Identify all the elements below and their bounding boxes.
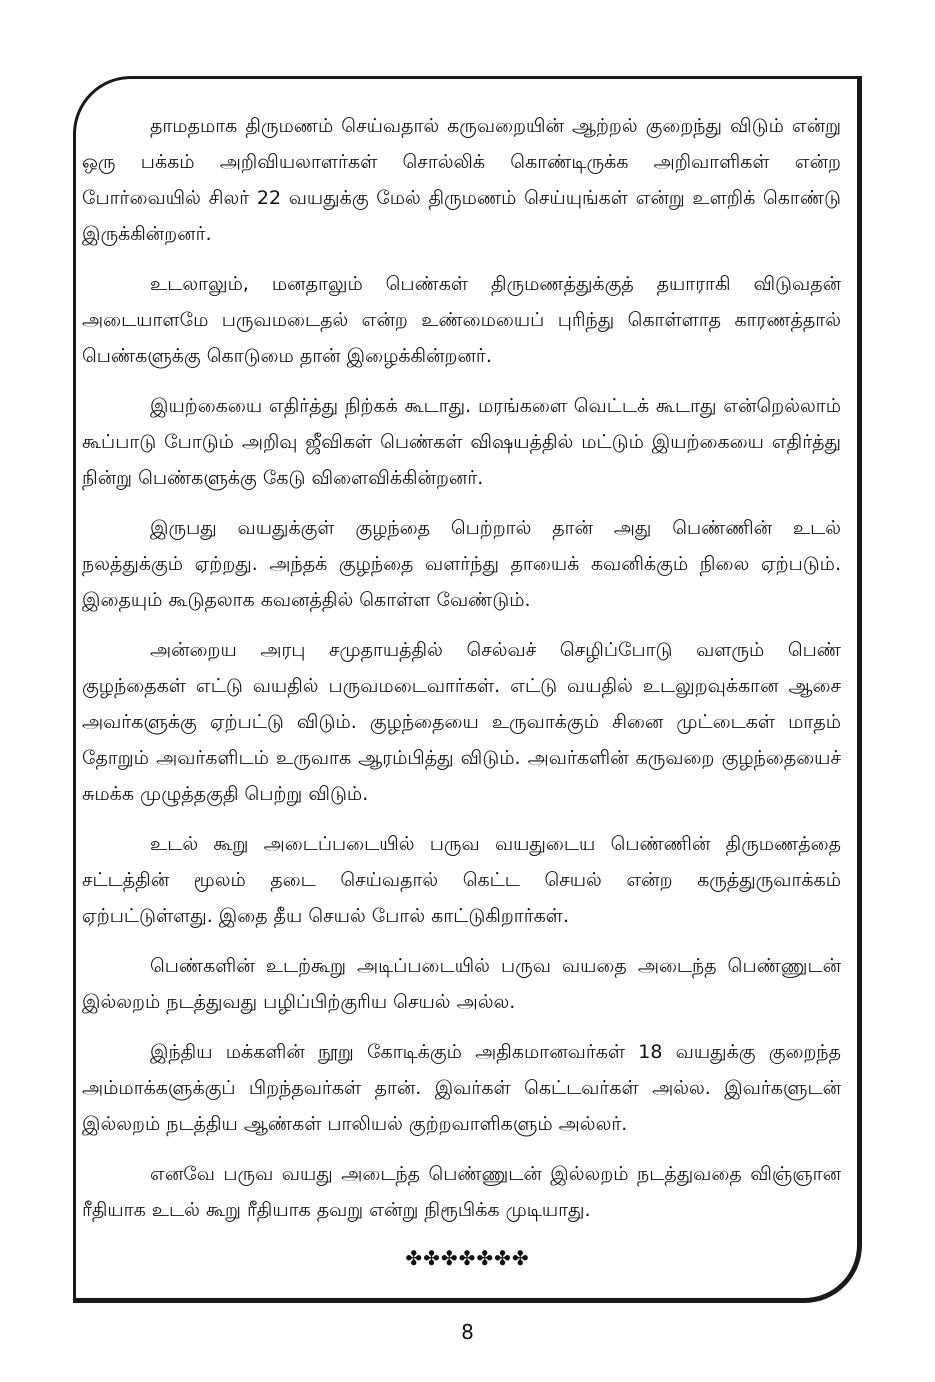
body-text [82,108,841,1242]
paragraph-7: பெண்களின் உடற்கூறு அடிப்படையில் பருவ வயதை அடைந்த பெண்ணுடன் இல்லறம் நடத்துவது பழிப்பிற்குரிய செயல் அல்ல. [82,955,841,1013]
paragraph-1: தாமதமாக திருமணம் செய்வதால் கருவறையின் ஆற்றல் குறைந்து விடும் என்று ஒரு பக்கம் அறிவியலாளர்கள் சொல்லிக் கொண்டிருக்க அறிவாளிகள் என்ற போர்வையில் சிலர் 22 வயதுக்கு மேல் திருமணம் செய்யுங்கள் என்று உளறிக் கொண்டு இருக்கின்றனர். [82,115,841,245]
paragraph-3: இயற்கையை எதிர்த்து நிற்கக் கூடாது. மரங்களை வெட்டக் கூடாது என்றெல்லாம் கூப்பாடு போடும் அறிவு ஜீவிகள் பெண்கள் விஷயத்தில் மட்டும் இயற்கையை எதிர்த்து நின்று பெண்களுக்கு கேடு விளைவிக்கின்றனர். [82,395,841,489]
section-ornament: ✤✤✤✤✤✤✤ [405,1246,530,1270]
paragraph-8: இந்திய மக்களின் நூறு கோடிக்கும் அதிகமானவர்கள் 18 வயதுக்கு குறைந்த அம்மாக்களுக்குப் பிறந்தவர்கள் தான். இவர்கள் கெட்டவர்கள் அல்ல. இவர்களுடன் இல்லறம் நடத்திய ஆண்கள் பாலியல் குற்றவாளிகளும் அல்லர். [82,1041,841,1135]
page-number: 8 [461,1320,474,1344]
paragraph-9: எனவே பருவ வயது அடைந்த பெண்ணுடன் இல்லறம் நடத்துவதை விஞ்ஞான ரீதியாக உடல் கூறு ரீதியாக தவறு என்று நிரூபிக்க முடியாது. [82,1163,841,1221]
paragraph-5: அன்றைய அரபு சமுதாயத்தில் செல்வச் செழிப்போடு வளரும் பெண் குழந்தைகள் எட்டு வயதில் பருவமடைவார்கள். எட்டு வயதில் உடலுறவுக்கான ஆசை அவர்களுக்கு ஏற்பட்டு விடும். குழந்தையை உருவாக்கும் சினை முட்டைகள் மாதம் தோறும் அவர்களிடம் உருவாக ஆரம்பித்து விடும். அவர்களின் கருவறை குழந்தையைச் சுமக்க முழுத்தகுதி பெற்று விடும். [82,639,841,805]
paragraph-2: உடலாலும், மனதாலும் பெண்கள் திருமணத்துக்குத் தயாராகி விடுவதன் அடையாளமே பருவமடைதல் என்ற உண்மையைப் புரிந்து கொள்ளாத காரணத்தால் பெண்களுக்கு கொடுமை தான் இழைக்கின்றனர். [82,273,841,367]
paragraph-4: இருபது வயதுக்குள் குழந்தை பெற்றால் தான் அது பெண்ணின் உடல் நலத்துக்கும் ஏற்றது. அந்தக் குழந்தை வளர்ந்து தாயைக் கவனிக்கும் நிலை ஏற்படும். இதையும் கூடுதலாக கவனத்தில் கொள்ள வேண்டும். [82,517,841,611]
paragraph-6: உடல் கூறு அடைப்படையில் பருவ வயதுடைய பெண்ணின் திருமணத்தை சட்டத்தின் மூலம் தடை செய்வதால் கெட்ட செயல் என்ற கருத்துருவாக்கம் ஏற்பட்டுள்ளது. இதை தீய செயல் போல் காட்டுகிறார்கள். [82,833,841,927]
